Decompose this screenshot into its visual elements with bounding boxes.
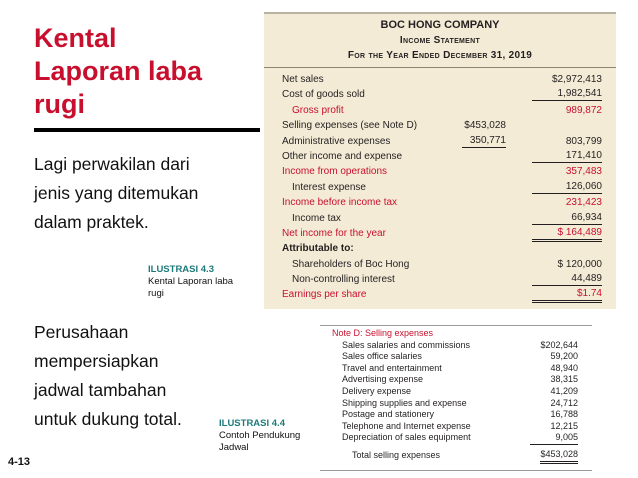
row-label: Income before income tax xyxy=(282,197,398,209)
statement-period: For the Year Ended December 31, 2019 xyxy=(264,48,616,68)
statement-row xyxy=(264,211,616,226)
row-value: $ 164,489 xyxy=(532,226,602,242)
row-label: Shareholders of Boc Hong xyxy=(292,258,410,270)
note-d-item xyxy=(320,409,592,421)
statement-row xyxy=(264,149,616,164)
item-label: Advertising expense xyxy=(342,374,424,385)
note-d-item xyxy=(320,340,592,352)
note-d-panel xyxy=(320,325,592,471)
row-value: $ 120,000 xyxy=(557,258,602,270)
item-value: 59,200 xyxy=(550,351,578,362)
statement-row xyxy=(264,226,616,241)
row-label: Administrative expenses xyxy=(282,135,391,147)
item-value: $202,644 xyxy=(540,339,578,350)
row-subvalue: 350,771 xyxy=(462,134,506,148)
row-label: Gross profit xyxy=(292,104,344,116)
item-label: Shipping supplies and expense xyxy=(342,397,467,408)
statement-row xyxy=(264,241,616,256)
row-value: 171,410 xyxy=(532,149,602,163)
statement-row xyxy=(264,180,616,195)
note-d-item xyxy=(320,374,592,386)
row-label: Selling expenses (see Note D) xyxy=(282,120,418,132)
statement-row xyxy=(264,134,616,149)
item-value: 24,712 xyxy=(550,397,578,408)
slide-title xyxy=(34,22,244,121)
company-name: BOC HONG COMPANY xyxy=(380,19,500,31)
item-label: Sales salaries and commissions xyxy=(342,339,471,350)
row-value: $1.74 xyxy=(532,287,602,303)
row-value: 44,489 xyxy=(532,272,602,286)
title-divider xyxy=(34,128,260,132)
statement-row xyxy=(264,272,616,287)
illustration-text: Kental Laporan laba xyxy=(148,276,234,287)
statement-row xyxy=(264,287,616,302)
note-d-total-row xyxy=(320,446,592,464)
note-d-item xyxy=(320,398,592,410)
illustration-label: ILUSTRASI 4.3 xyxy=(148,264,214,275)
item-label: Travel and entertainment xyxy=(342,362,442,373)
illustration-text: Jadwal xyxy=(219,442,249,453)
note-d-item xyxy=(320,363,592,375)
statement-row xyxy=(264,87,616,102)
item-label: Sales office salaries xyxy=(342,351,422,362)
row-value: 1,982,541 xyxy=(532,87,602,101)
row-subvalue: $453,028 xyxy=(464,120,506,132)
statement-header xyxy=(264,14,616,68)
row-label: Net income for the year xyxy=(282,227,386,239)
item-label: Postage and stationery xyxy=(342,409,435,420)
item-value: 48,940 xyxy=(550,362,578,373)
row-label: Net sales xyxy=(282,74,324,85)
total-label: Total selling expenses xyxy=(352,449,441,460)
item-value: 12,215 xyxy=(550,420,578,431)
item-label: Depreciation of sales equipment xyxy=(342,432,471,443)
row-label: Earnings per share xyxy=(282,289,367,301)
statement-row xyxy=(264,195,616,210)
statement-name: Income Statement xyxy=(399,35,481,46)
note-d-title: Note D: Selling expenses xyxy=(332,328,434,338)
income-statement-panel xyxy=(264,12,616,309)
illustration-text: rugi xyxy=(148,288,164,299)
row-label: Other income and expense xyxy=(282,150,403,162)
illustration-label: ILUSTRASI 4.4 xyxy=(219,418,285,429)
item-value: 41,209 xyxy=(550,385,578,396)
illustration-text: Contoh Pendukung xyxy=(219,430,301,441)
statement-row xyxy=(264,257,616,272)
row-value: 126,060 xyxy=(532,180,602,194)
paragraph-line: untuk dukung total. xyxy=(34,409,182,429)
illustration-4-3-caption xyxy=(148,264,233,300)
paragraph-line: Lagi perwakilan dari xyxy=(34,154,190,174)
subtotal-rule xyxy=(530,444,578,445)
row-value: 66,934 xyxy=(532,211,602,225)
row-value: $2,972,413 xyxy=(551,74,602,85)
page-number: 4-13 xyxy=(8,456,31,468)
note-d-item xyxy=(320,386,592,398)
row-value: 357,483 xyxy=(565,166,602,178)
row-value: 231,423 xyxy=(565,197,602,209)
note-d-item xyxy=(320,421,592,433)
note-d-title-row xyxy=(320,328,592,340)
statement-row xyxy=(264,118,616,133)
row-label: Attributable to: xyxy=(282,243,354,255)
paragraph-representative xyxy=(34,150,254,237)
item-label: Delivery expense xyxy=(342,385,412,396)
row-label: Income tax xyxy=(292,212,341,224)
item-value: 16,788 xyxy=(550,409,578,420)
paragraph-line: jadwal tambahan xyxy=(34,380,167,400)
paragraph-line: jenis yang ditemukan xyxy=(34,183,199,203)
item-label: Telephone and Internet expense xyxy=(342,420,471,431)
illustration-4-4-caption xyxy=(219,418,300,454)
paragraph-line: mempersiapkan xyxy=(34,351,159,371)
row-label: Income from operations xyxy=(282,166,388,178)
statement-row xyxy=(264,164,616,179)
note-d-item xyxy=(320,432,592,444)
slide-title-line: Kental xyxy=(34,23,117,53)
row-label: Cost of goods sold xyxy=(282,89,365,101)
slide-title-line: rugi xyxy=(34,89,85,119)
row-value: 803,799 xyxy=(565,135,602,147)
paragraph-line: dalam praktek. xyxy=(34,212,149,232)
row-label: Interest expense xyxy=(292,181,366,193)
slide-title-line: Laporan laba xyxy=(34,56,203,86)
total-value: $453,028 xyxy=(540,448,578,464)
statement-row xyxy=(264,103,616,118)
statement-row xyxy=(264,72,616,87)
paragraph-company xyxy=(34,318,254,434)
item-value: 9,005 xyxy=(555,432,578,443)
item-value: 38,315 xyxy=(550,374,578,385)
paragraph-line: Perusahaan xyxy=(34,322,129,342)
row-value: 989,872 xyxy=(565,104,602,116)
row-label: Non-controlling interest xyxy=(292,274,395,286)
note-d-item xyxy=(320,351,592,363)
